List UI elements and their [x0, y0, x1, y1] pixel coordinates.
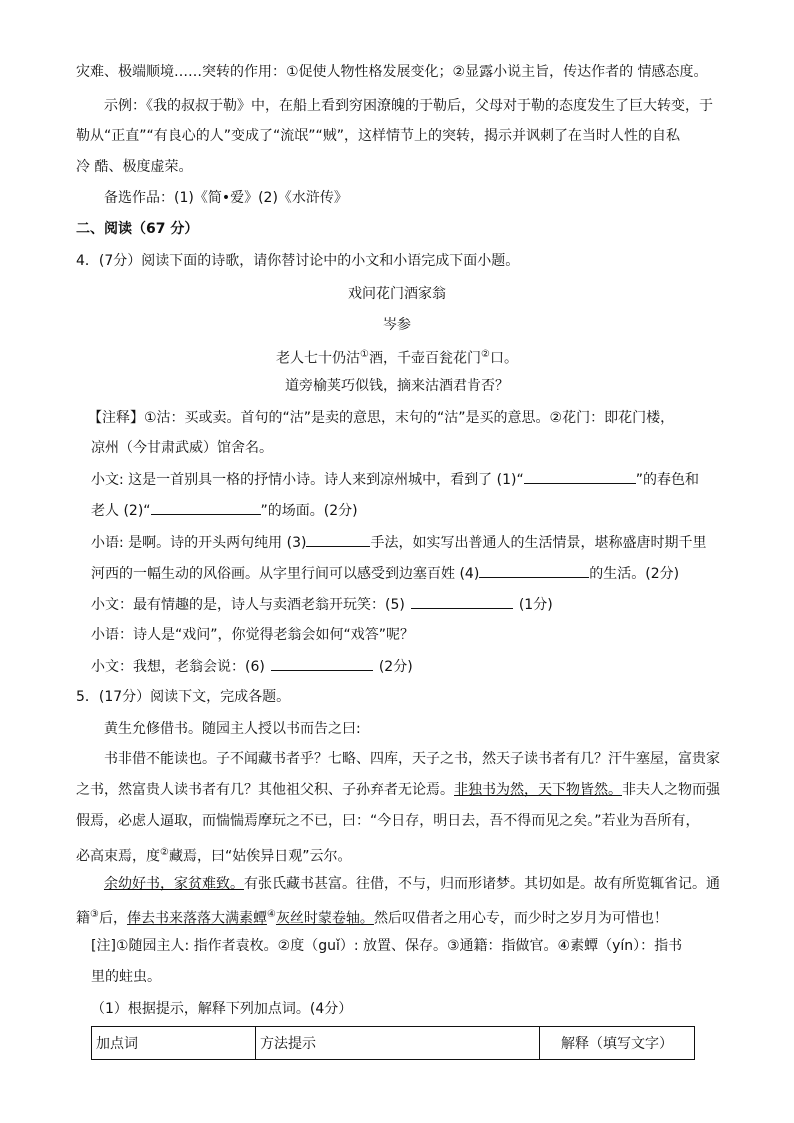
- underlined-sentence: 非独书为然，天下物皆然。: [454, 782, 622, 798]
- dialogue-line: 小语: 是啊。诗的开头两句纯用 (3) 手法，如实写出普通人的生活情景，堪称盛唐时期千里: [91, 532, 706, 553]
- footnote-mark: ③: [90, 909, 99, 920]
- footnote-mark: ②: [160, 847, 169, 858]
- poem-notes: 【注释】①沽：买或卖。首句的“沽”是卖的意思，末句的“沽”是买的意思。②花门：即花门楼，: [88, 410, 675, 426]
- text-line: 备选作品：(1)《简•爱》(2)《水浒传》: [104, 190, 348, 206]
- dialogue-line: 老人 (2)“ ”的场面。(2分): [91, 500, 358, 521]
- answer-blank-1[interactable]: [524, 469, 636, 484]
- text-line: 勒从“正直”“有良心的人”变成了“流氓”“贼”，这样情节上的突转，揭示并讽刺了在当时人性的自私: [76, 128, 681, 144]
- dialogue-line: 小文: 这是一首别具一格的抒情小诗。诗人来到凉州城中，看到了 (1)“ ”的春色和: [91, 469, 699, 490]
- table-header-cell: 解释（填写文字）: [540, 1027, 695, 1060]
- poem-line-2: 道旁榆荚巧似钱，摘来沽酒君肯否？: [285, 378, 509, 394]
- question-5-stem: 5．(17分）阅读下文，完成各题。: [76, 689, 291, 705]
- underlined-sentence: 灰丝时蒙卷轴。: [275, 910, 374, 927]
- poem-author: 岑参: [383, 317, 411, 333]
- poem-title: 戏问花门酒家翁: [348, 286, 446, 302]
- table-header-cell: 加点词: [92, 1027, 256, 1060]
- text-line: 灾难、极端顺境……突转的作用：①促使人物性格发展变化；②显露小说主旨，传达作者的 情感态度。: [76, 64, 708, 80]
- answer-blank-3[interactable]: [306, 532, 370, 547]
- passage-line: 必高束焉，度②藏焉，曰“姑俟异日观”云尔。: [76, 847, 352, 865]
- passage-notes: 里的蛀虫。: [91, 969, 161, 985]
- passage-line: 书非借不能读也。子不闻藏书者乎？七略、四库，天子之书，然天子读书者有几？汗牛塞屋，富贵家: [104, 751, 720, 767]
- passage-line: 黄生允修借书。随园主人授以书而告之曰:: [104, 721, 361, 737]
- poem-line-1: 老人七十仍沽①酒，千壶百瓮花门②口。: [276, 349, 518, 367]
- passage-line: 之书，然富贵人读书者有几？其他祖父积、子孙弃者无论焉。非独书为然，天下物皆然。非夫人之物而强: [76, 782, 720, 798]
- text-line: 冷 酷、极度虚荣。: [76, 159, 193, 175]
- dialogue-line: 小文：我想，老翁会说：(6) (2分): [91, 656, 413, 677]
- footnote-mark: ②: [481, 349, 490, 360]
- passage-notes: [注]①随园主人: 指作者袁枚。②度（guǐ）: 放置、保存。③通籍：指做官。④素蟫（yín）：指书: [91, 938, 683, 954]
- answer-blank-6[interactable]: [271, 656, 373, 671]
- dialogue-line: 小文：最有情趣的是，诗人与卖酒老翁开玩笑：(5) (1分): [91, 594, 553, 615]
- dialogue-line: 小语：诗人是“戏问”，你觉得老翁会如何“戏答”呢？: [91, 627, 415, 643]
- answer-blank-4[interactable]: [479, 563, 589, 578]
- underlined-sentence: 俸去书来落落大满素蟫: [126, 910, 267, 927]
- underlined-sentence: 余幼好书，家贫难致。: [104, 876, 244, 892]
- answer-table: [91, 1026, 695, 1060]
- section-heading: 二、阅读（67 分）: [76, 221, 199, 237]
- dialogue-line: 河西的一幅生动的风俗画。从字里行间可以感受到边塞百姓 (4) 的生活。(2分): [91, 563, 679, 584]
- sub-question-1: （1）根据提示，解释下列加点词。(4分）: [91, 1001, 353, 1017]
- passage-line: 假焉，必虑人逼取，而惴惴焉摩玩之不已，曰：“今日存，明日去，吾不得而见之矣。”若业为吾所有，: [76, 813, 700, 829]
- text-line: 示例：《我的叔叔于勒》中，在船上看到穷困潦魄的于勒后，父母对于勒的态度发生了巨大转变，于: [104, 98, 713, 114]
- footnote-mark: ①: [360, 349, 369, 360]
- table-header-row: [92, 1027, 695, 1060]
- poem-notes: 凉州（今甘肃武威）馆舍名。: [91, 440, 273, 456]
- passage-line: 余幼好书，家贫难致。有张氏藏书甚富。往借，不与，归而形诸梦。其切如是。故有所览辄省记。通: [104, 876, 720, 892]
- answer-blank-2[interactable]: [151, 500, 261, 515]
- footnote-mark: ④: [266, 909, 276, 920]
- table-header-cell: 方法提示: [256, 1027, 540, 1060]
- question-4-stem: 4．(7分）阅读下面的诗歌，请你替讨论中的小文和小语完成下面小题。: [76, 253, 520, 269]
- answer-blank-5[interactable]: [411, 594, 513, 609]
- passage-line: 籍③后，俸去书来落落大满素蟫④灰丝时蒙卷轴。然后叹借者之用心专，而少时之岁月为可惜也！: [76, 909, 668, 927]
